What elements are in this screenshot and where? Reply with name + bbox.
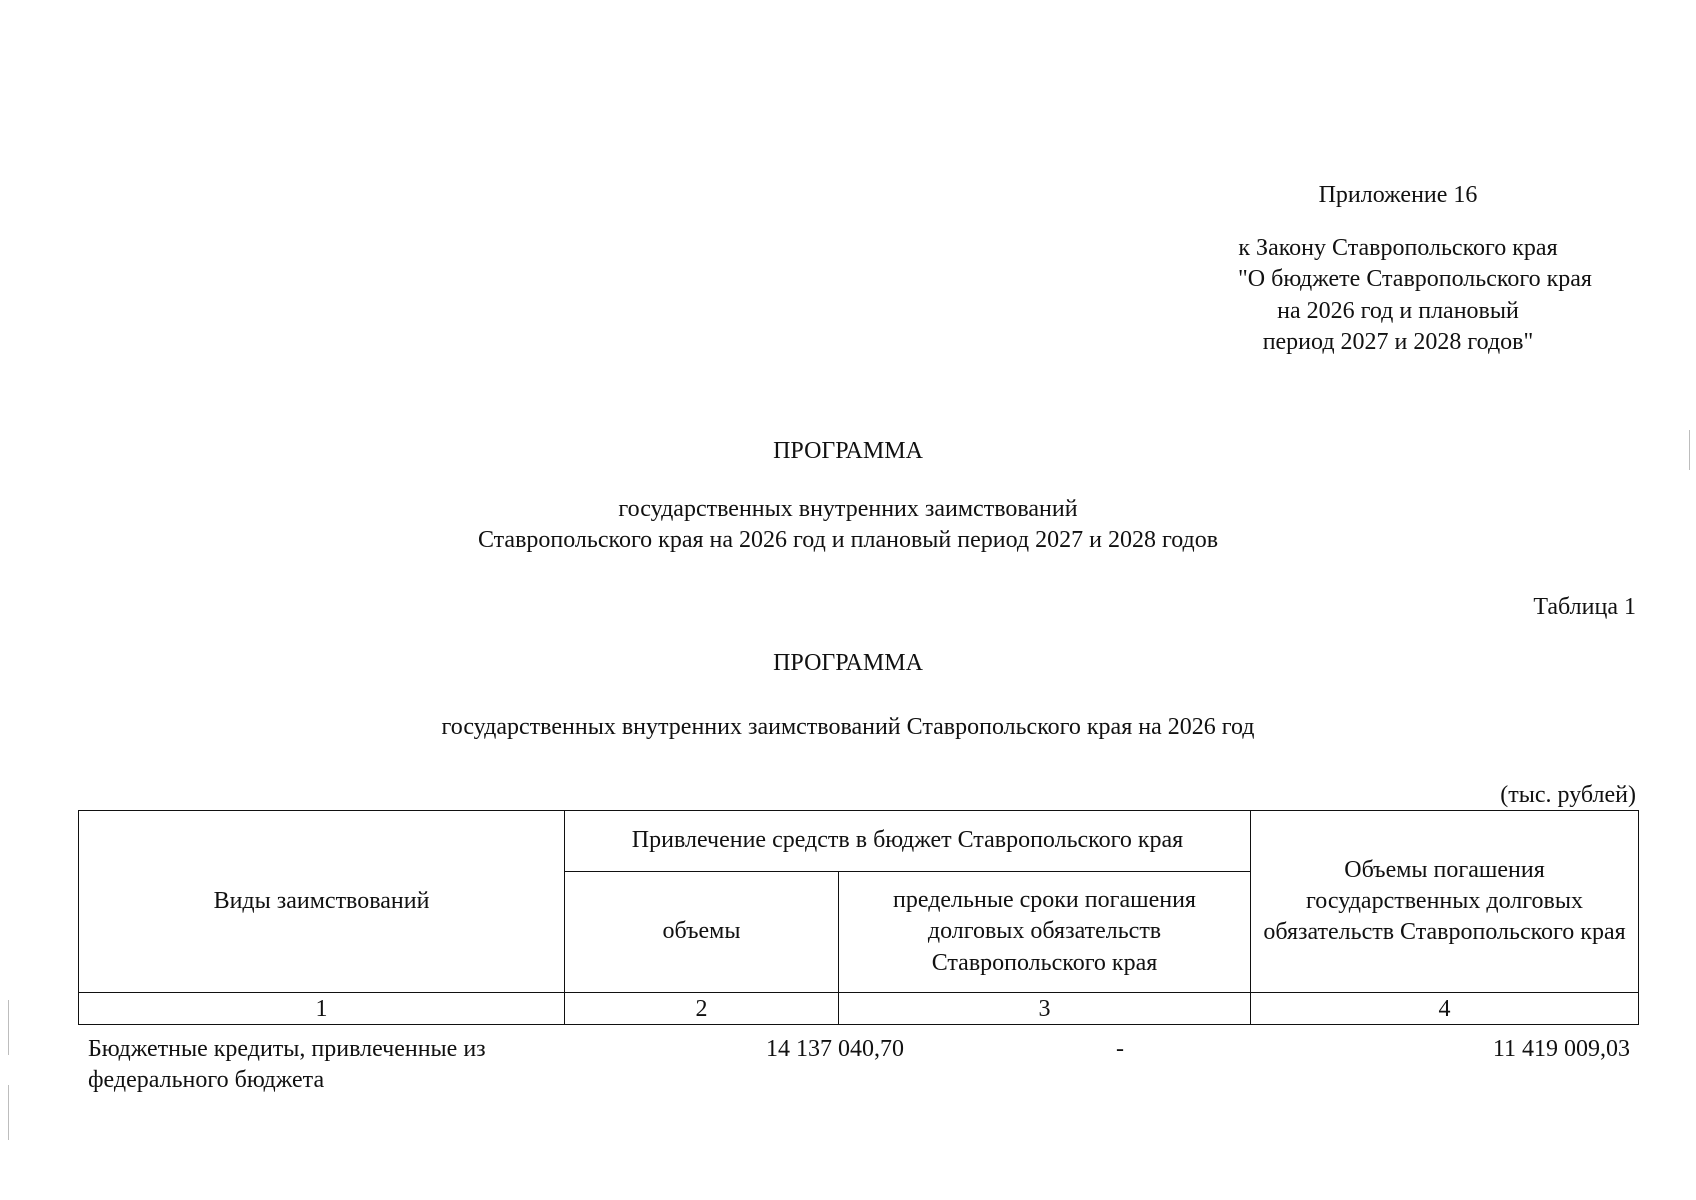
row-kind: Бюджетные кредиты, привлеченные из федерального бюджета [88, 1036, 486, 1094]
header-kinds: Виды заимствований [79, 811, 565, 993]
header-repayment: Объемы погашения государственных долговых обязательств Ставропольского края [1251, 811, 1639, 993]
borrowings-table [78, 810, 1639, 1025]
table-subtitle: государственных внутренних заимствований Ставропольского края на 2026 год [441, 714, 1255, 740]
appendix-line: период 2027 и 2028 годов" [1262, 328, 1534, 355]
appendix-line: к Закону Ставропольского края [1238, 235, 1558, 262]
appendix-line: на 2026 год и плановый [1277, 297, 1519, 324]
table-row [78, 1034, 1638, 1104]
program-subtitle-line: Ставропольского края на 2026 год и плановый период 2027 и 2028 годов [477, 527, 1219, 554]
program-title: ПРОГРАММА [773, 438, 923, 464]
appendix-block [1238, 180, 1592, 358]
row-term: - [1116, 1036, 1124, 1062]
header-attraction: Привлечение средств в бюджет Ставропольского края [565, 811, 1251, 872]
table-number: Таблица 1 [1533, 594, 1636, 620]
header-volumes: объемы [565, 872, 839, 993]
appendix-line: "О бюджете Ставропольского края [1238, 266, 1592, 293]
row-volume: 14 137 040,70 [766, 1036, 904, 1062]
row-repayment: 11 419 009,03 [1492, 1036, 1630, 1062]
column-number: 4 [1251, 993, 1639, 1025]
header-terms: предельные сроки погашения долговых обязательств Ставропольского края [839, 872, 1251, 993]
units-label: (тыс. рублей) [1500, 782, 1636, 808]
column-number: 2 [565, 993, 839, 1025]
scan-edge-mark [8, 1000, 9, 1055]
scan-edge-mark [8, 1085, 9, 1140]
appendix-number: Приложение 16 [1318, 182, 1478, 208]
column-number: 3 [839, 993, 1251, 1025]
table-title: ПРОГРАММА [773, 650, 923, 676]
program-subtitle-line: государственных внутренних заимствований [618, 496, 1078, 522]
column-number: 1 [79, 993, 565, 1025]
program-subtitle [0, 494, 1696, 556]
